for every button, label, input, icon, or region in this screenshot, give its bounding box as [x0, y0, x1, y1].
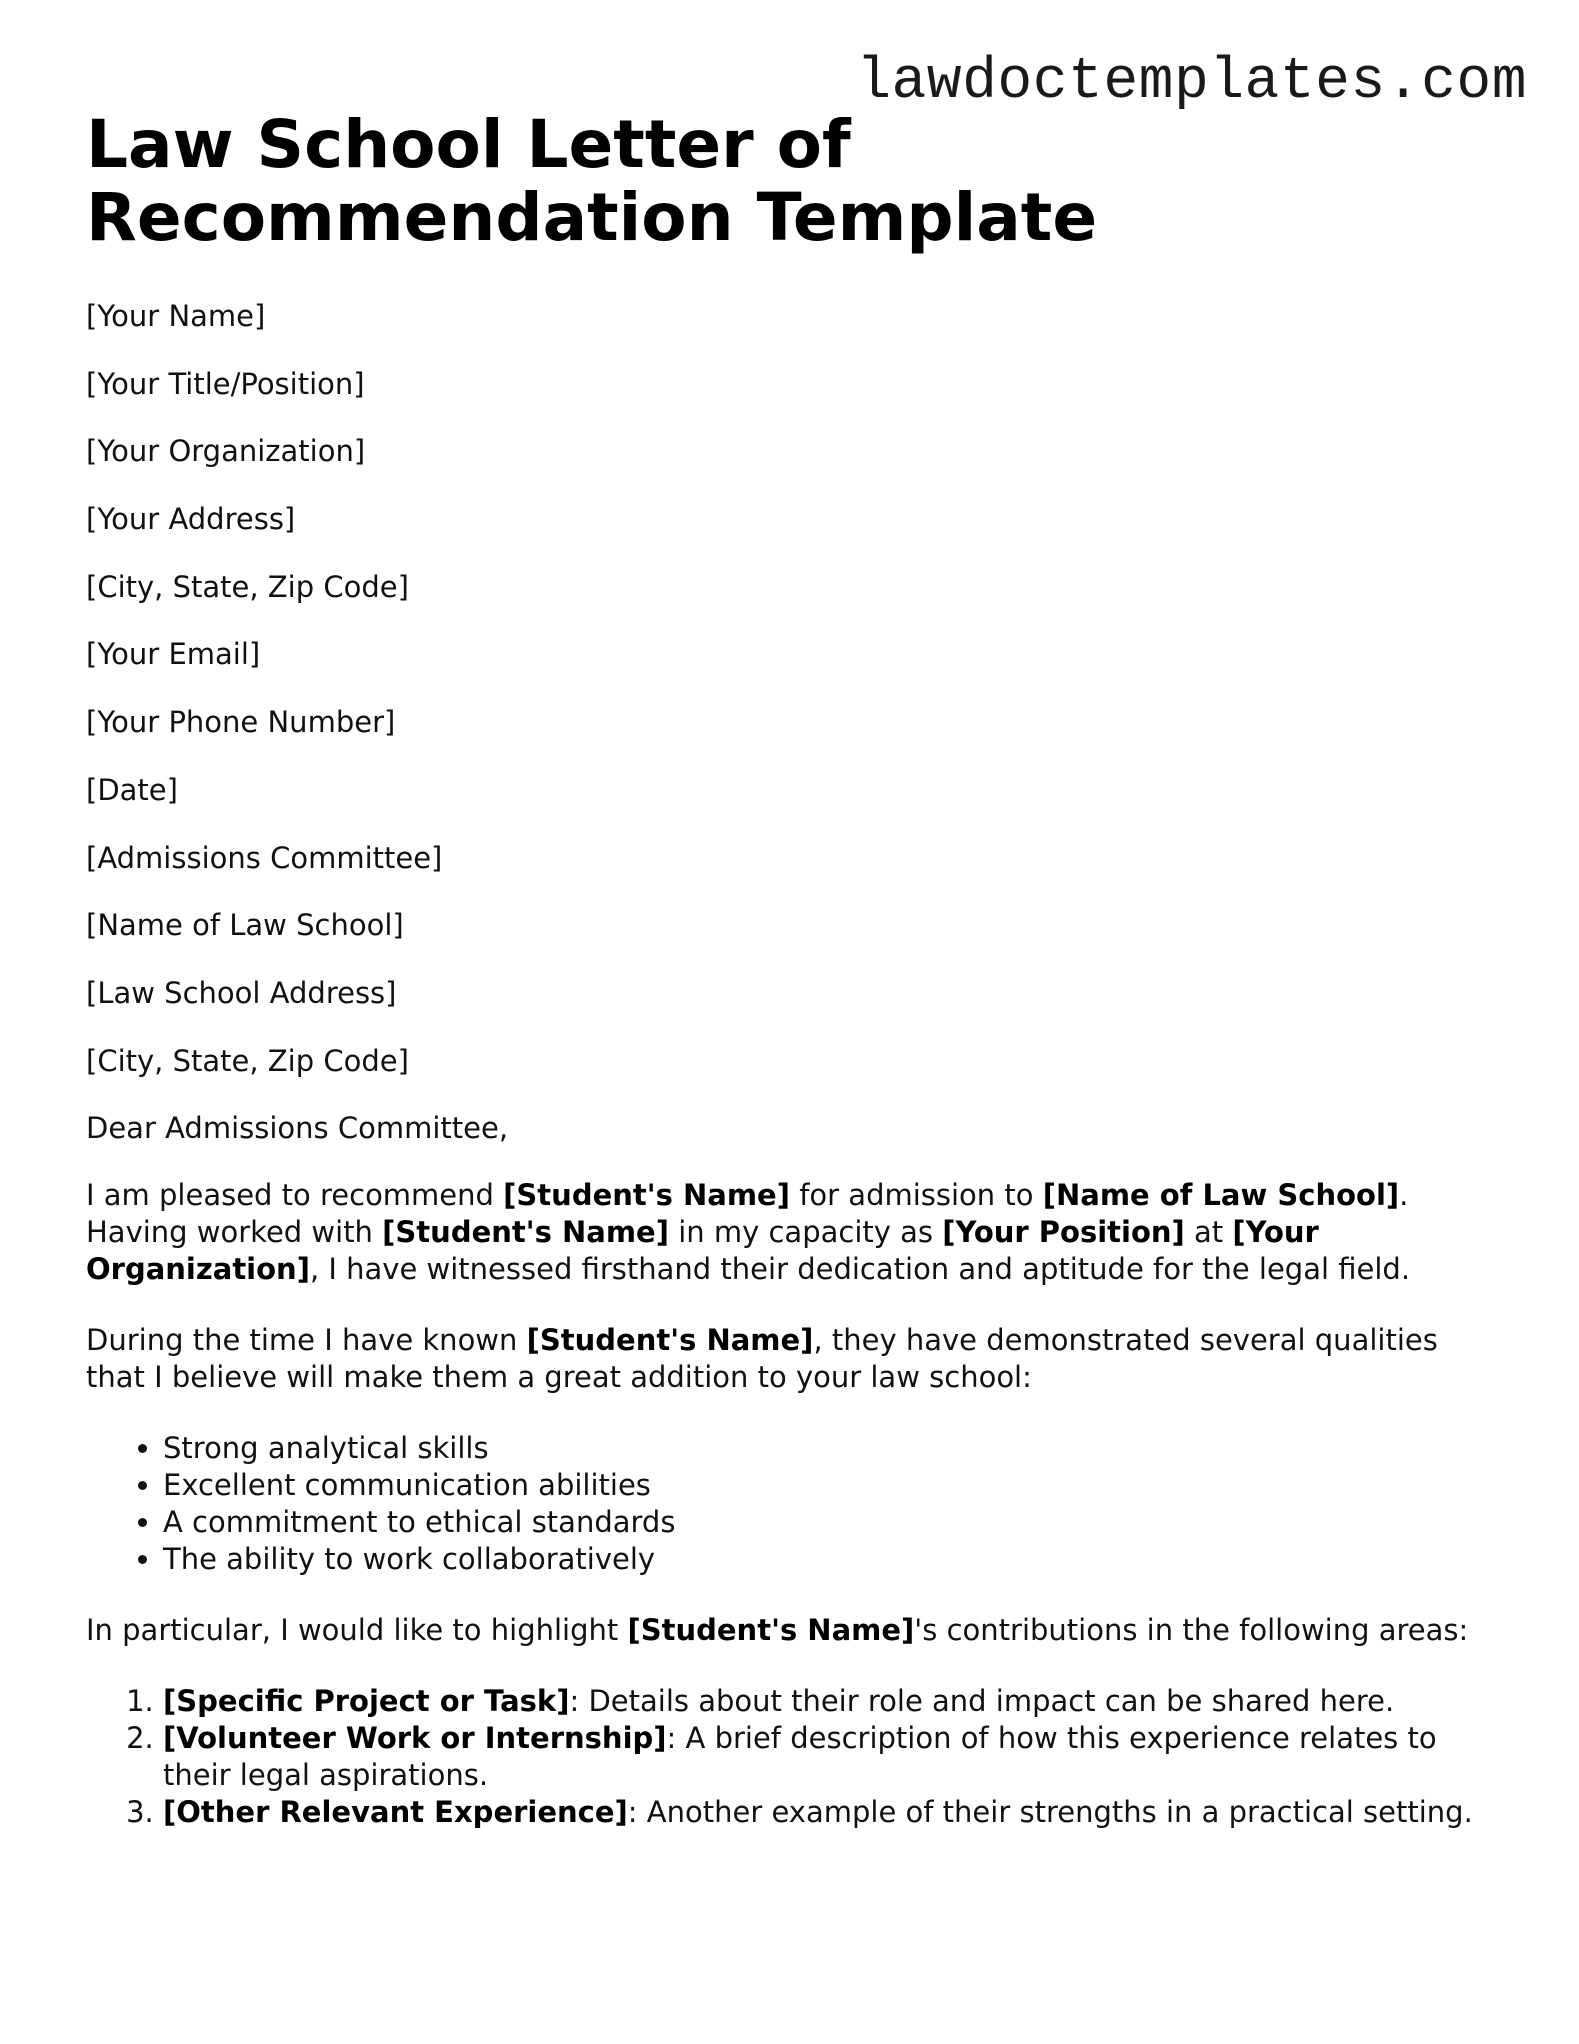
student-name-placeholder: [Student's Name] [382, 1215, 669, 1250]
list-item: 3. [Other Relevant Experience]: Another example of their strengths in a practical setting. [163, 1794, 1486, 1831]
contributions-list [86, 1683, 1486, 1831]
student-name-placeholder: [Student's Name] [503, 1178, 790, 1213]
student-name-placeholder: [Student's Name] [526, 1323, 814, 1358]
sender-block [86, 298, 1486, 741]
letter-date: [Date] [86, 772, 178, 807]
list-item: • The ability to work collaboratively [163, 1541, 1486, 1578]
sender-phone: [Your Phone Number] [86, 705, 396, 740]
recipient-block [86, 840, 1486, 1080]
paragraph-qualities: During the time I have known [Student's Name], they have demonstrated several qualities that I believe will make them a great addition to your law school: [86, 1323, 1438, 1395]
sender-email: [Your Email] [86, 637, 261, 672]
position-placeholder: [Your Position] [942, 1215, 1185, 1250]
sender-name: [Your Name] [86, 299, 266, 333]
site-watermark: lawdoctemplates.com [856, 50, 1527, 115]
recipient-school: [Name of Law School] [86, 908, 404, 943]
salutation: Dear Admissions Committee, [86, 1111, 509, 1146]
list-item: 1. [Specific Project or Task]: Details about their role and impact can be shared here. [163, 1683, 1486, 1720]
paragraph-highlights: In particular, I would like to highlight [Student's Name]'s contributions in the following areas: [86, 1613, 1469, 1648]
list-item: • Excellent communication abilities [163, 1467, 1486, 1504]
letter-content [86, 108, 1486, 1865]
law-school-placeholder: [Name of Law School] [1042, 1178, 1400, 1213]
recipient-committee: [Admissions Committee] [86, 840, 443, 875]
recipient-address: [Law School Address] [86, 975, 397, 1010]
recipient-city-state-zip: [City, State, Zip Code] [86, 1043, 409, 1078]
sender-city-state-zip: [City, State, Zip Code] [86, 569, 409, 604]
list-item: • Strong analytical skills [163, 1430, 1486, 1467]
organization-placeholder: [Your Organization] [86, 1215, 1319, 1287]
paragraph-intro: I am pleased to recommend [Student's Name] for admission to [Name of Law School]. Having worked with [Student's Name] in my capacity as [Your Position] at [Your Organization], I have witnessed firsthand their dedication and aptitude for the legal field. [86, 1178, 1411, 1287]
sender-title: [Your Title/Position] [86, 366, 365, 401]
student-name-placeholder: [Student's Name] [627, 1613, 915, 1648]
sender-address: [Your Address] [86, 502, 296, 537]
document-title: Law School Letter of Recommendation Template [86, 106, 1098, 256]
qualities-list [86, 1430, 1486, 1578]
list-item: 2. [Volunteer Work or Internship]: A brief description of how this experience relates to their legal aspirations. [163, 1720, 1486, 1794]
sender-organization: [Your Organization] [86, 434, 366, 469]
list-item: • A commitment to ethical standards [163, 1504, 1486, 1541]
